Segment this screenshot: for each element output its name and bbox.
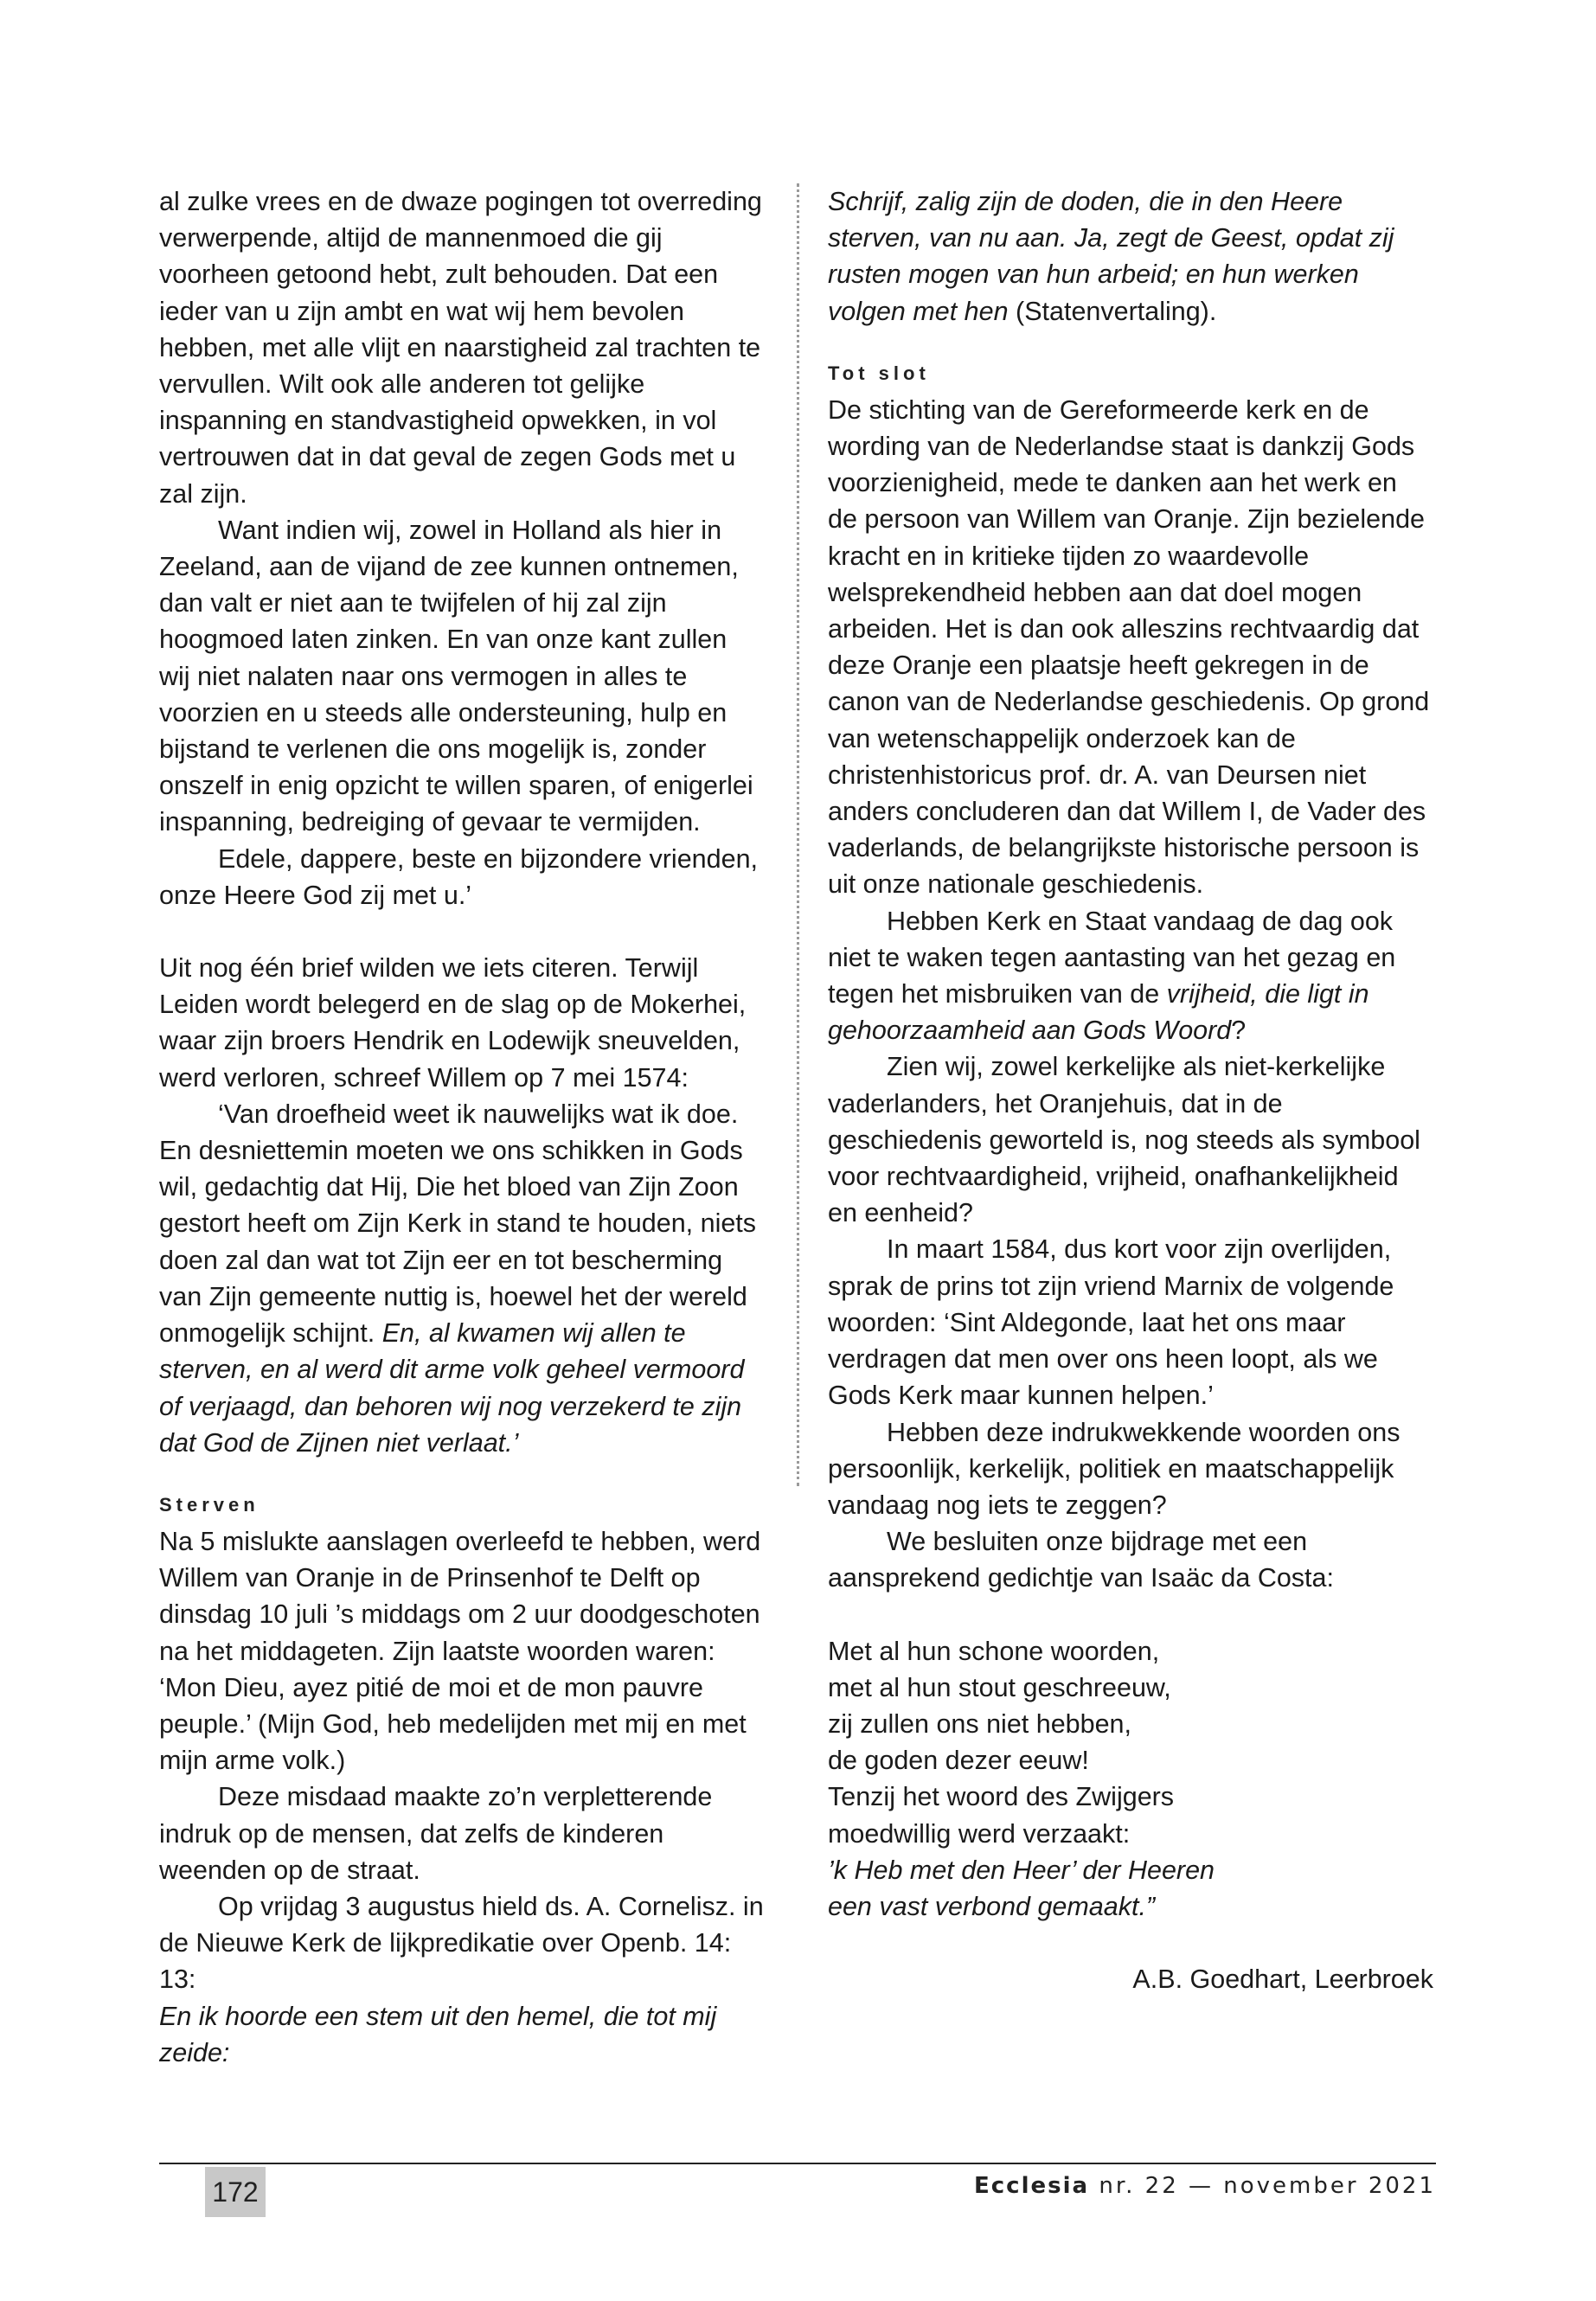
poem-line: de goden dezer eeuw! bbox=[828, 1746, 1089, 1776]
paragraph bbox=[828, 903, 1433, 1049]
journal-name: Ecclesia bbox=[974, 2173, 1090, 2199]
paragraph: Zien wij, zowel kerkelijke als niet-kerkelijke vaderlanders, het Oranjehuis, dat in de geschiedenis geworteld is, nog steeds als symbool voor rechtvaardigheid, vrijheid, onafhankelijkheid en eenheid? bbox=[828, 1052, 1420, 1228]
paragraph: Na 5 mislukte aanslagen overleefd te hebben, werd Willem van Oranje in de Prinsenhof te Delft op dinsdag 10 juli ’s middags om 2 uur doodgeschoten na het middageten. Zijn laatste woorden waren: ‘Mon Dieu, ayez pitié de moi et de mon pauvre peuple.’ (Mijn God, heb medelijden met mij en met mijn arme volk.) bbox=[159, 1526, 761, 1776]
author-signature: A.B. Goedhart, Leerbroek bbox=[1132, 1965, 1433, 1995]
poem-line-italic: ’k Heb met den Heer’ der Heeren bbox=[828, 1855, 1215, 1885]
quote-text: ‘Van droefheid weet ik nauwelijks wat ik doe. En desniettemin moeten we ons schikken in Gods wil, gedachtig dat Hij, Die het bloed van Zijn Zoon gestort heeft om Zijn Kerk in stand te houden, niets doen zal dan wat tot Zijn eer en tot bescherming van Zijn gemeente nuttig is, hoewel het der wereld onmogelijk schijnt. bbox=[159, 1099, 757, 1349]
source-note: (Statenvertaling). bbox=[1016, 296, 1217, 326]
journal-info bbox=[974, 2173, 1436, 2199]
column-divider bbox=[797, 183, 799, 1486]
section-heading-tot-slot: Tot slot bbox=[828, 362, 930, 384]
paragraph: Hebben deze indrukwekkende woorden ons persoonlijk, kerkelijk, politiek en maatschappelijk vandaag nog iets te zeggen? bbox=[828, 1417, 1401, 1520]
paragraph bbox=[828, 183, 1433, 330]
paragraph-italic: vrijheid, die ligt in gehoorzaamheid aan Gods Woord bbox=[828, 979, 1369, 1046]
paragraph: Edele, dappere, beste en bijzondere vrienden, onze Heere God zij met u.’ bbox=[159, 843, 758, 910]
poem-line: zij zullen ons niet hebben, bbox=[828, 1708, 1131, 1739]
paragraph-end: ? bbox=[1231, 1016, 1247, 1046]
poem-line: moedwillig werd verzaakt: bbox=[828, 1818, 1131, 1849]
paragraph: We besluiten onze bijdrage met een aansprekend gedichtje van Isaäc da Costa: bbox=[828, 1527, 1334, 1593]
paragraph: In maart 1584, dus kort voor zijn overlijden, sprak de prins tot zijn vriend Marnix de volgende woorden: ‘Sint Aldegonde, laat het ons maar verdragen dat men over ons heen loopt, als we Gods Kerk maar kunnen helpen.’ bbox=[828, 1234, 1394, 1411]
poem-line: met al hun stout geschreeuw, bbox=[828, 1672, 1171, 1702]
poem-line: Met al hun schone woorden, bbox=[828, 1636, 1160, 1666]
paragraph-text: Hebben Kerk en Staat vandaag de dag ook niet te waken tegen aantasting van het gezag en tegen het misbruiken van de bbox=[828, 906, 1396, 1009]
section-heading-sterven: Sterven bbox=[159, 1493, 260, 1516]
right-column bbox=[828, 183, 1433, 1997]
paragraph: Deze misdaad maakte zo’n verpletterende indruk op de mensen, dat zelfs de kinderen weenden op de straat. bbox=[159, 1782, 713, 1885]
paragraph: al zulke vrees en de dwaze pogingen tot overreding verwerpende, altijd de mannenmoed die gij voorheen getoond hebt, zult behouden. Dat een ieder van u zijn ambt en wat wij hem bevolen hebben, met alle vlijt en naarstigheid zal trachten te vervullen. Wilt ook alle anderen tot gelijke inspanning en standvastigheid opwekken, in vol vertrouwen dat in dat geval de zegen Gods met u zal zijn. bbox=[159, 187, 762, 509]
poem bbox=[828, 1633, 1433, 1926]
scripture-quote: Schrijf, zalig zijn de doden, die in den Heere sterven, van nu aan. Ja, zegt de Geest, opdat zij rusten mogen van hun arbeid; en hun werken volgen met hen bbox=[828, 187, 1394, 326]
page-number: 172 bbox=[205, 2167, 266, 2217]
paragraph: Uit nog één brief wilden we iets citeren. Terwijl Leiden wordt belegerd en de slag op de Mokerhei, waar zijn broers Hendrik en Lodewijk sneuvelden, werd verloren, schreef Willem op 7 mei 1574: bbox=[159, 953, 747, 1093]
quote-text-italic: En, al kwamen wij allen te sterven, en al werd dit arme volk geheel vermoord of verjaagd, dan behoren wij nog verzekerd te zijn dat God de Zijnen niet verlaat.’ bbox=[159, 1318, 745, 1458]
poem-line-italic: een vast verbond gemaakt.” bbox=[828, 1891, 1156, 1921]
paragraph: Want indien wij, zowel in Holland als hier in Zeeland, aan de vijand de zee kunnen ontnemen, dan valt er niet aan te twijfelen of hij zal zijn hoogmoed laten zinken. En van onze kant zullen wij niet nalaten naar ons vermogen in alles te voorzien en u steeds alle ondersteuning, hulp en bijstand te verlenen die ons mogelijk is, zonder onszelf in enig opzicht te willen sparen, of enigerlei inspanning, bedreiging of gevaar te vermijden. bbox=[159, 515, 753, 837]
poem-line: Tenzij het woord des Zwijgers bbox=[828, 1782, 1175, 1812]
footer-rule bbox=[159, 2163, 1436, 2164]
paragraph: De stichting van de Gereformeerde kerk en de wording van de Nederlandse staat is dankzij Gods voorzienigheid, mede te danken aan het werk en de persoon van Willem van Oranje. Zijn bezielende kracht en in kritieke tijden zo waardevolle welsprekendheid hebben aan dat doel mogen arbeiden. Het is dan ook alleszins rechtvaardig dat deze Oranje een plaatsje heeft gekregen in de canon van de Nederlandse geschiedenis. Op grond van wetenschappelijk onderzoek kan de christenhistoricus prof. dr. A. van Deursen niet anders concluderen dan dat Willem I, de Vader des vaderlands, de belangrijkste historische persoon is uit onze nationale geschiedenis. bbox=[828, 394, 1430, 900]
paragraph: Op vrijdag 3 augustus hield ds. A. Cornelisz. in de Nieuwe Kerk de lijkpredikatie over Openb. 14: 13: bbox=[159, 1891, 764, 1995]
left-column bbox=[159, 183, 765, 2071]
scripture-quote: En ik hoorde een stem uit den hemel, die tot mij zeide: bbox=[159, 2001, 717, 2067]
quote-paragraph bbox=[159, 1096, 765, 1461]
journal-issue: nr. 22 — november 2021 bbox=[1099, 2173, 1436, 2199]
